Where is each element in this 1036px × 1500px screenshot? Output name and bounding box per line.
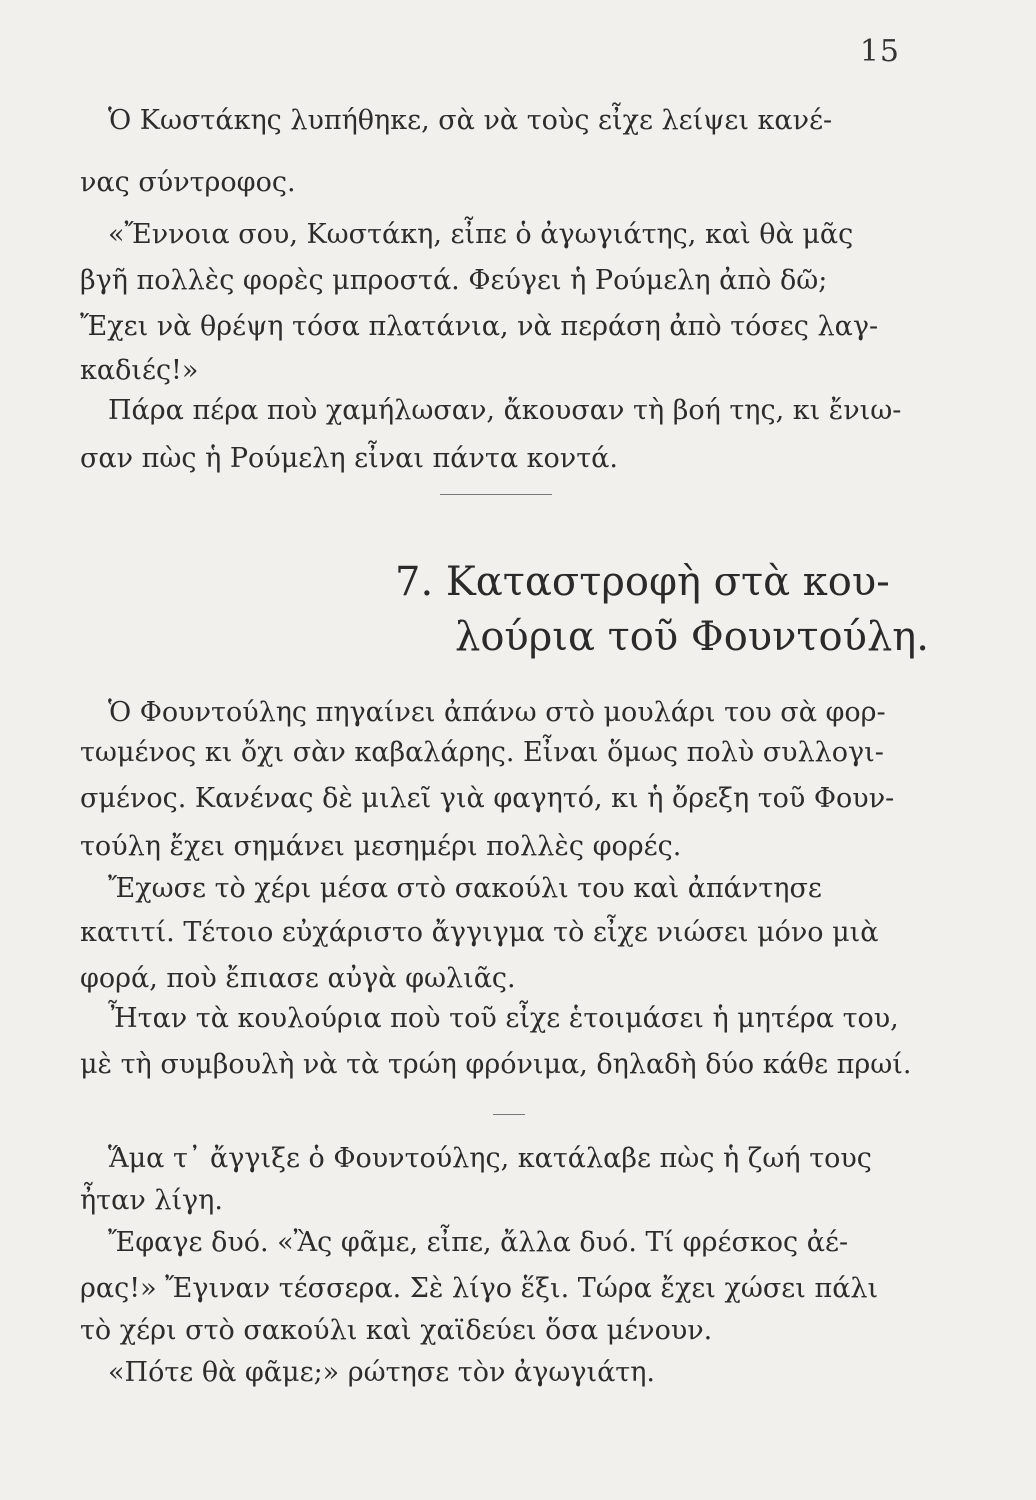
chapter-title-line-1: 7. Καταστροφὴ στὰ κου- <box>395 559 890 605</box>
text-line: Ἔχει νὰ θρέψη τόσα πλατάνια, νὰ περάση ἀπὸ τόσες λαγ- <box>80 311 879 342</box>
text-line: κατιτί. Τέτοιο εὐχάριστο ἄγγιγμα τὸ εἶχε νιώσει μόνο μιὰ <box>80 917 879 948</box>
text-line: μὲ τὴ συμβουλὴ νὰ τὰ τρώη φρόνιμα, δηλαδὴ δύο κάθε πρωί. <box>80 1049 912 1080</box>
text-line: τωμένος κι ὄχι σὰν καβαλάρης. Εἶναι ὅμως πολὺ συλλογι- <box>80 737 884 768</box>
text-line: «Ἔννοια σου, Κωστάκη, εἶπε ὁ ἀγωγιάτης, καὶ θὰ μᾶς <box>108 219 854 250</box>
text-line: σαν πὼς ἡ Ρούμελη εἶναι πάντα κοντά. <box>80 443 618 474</box>
text-line: τούλη ἔχει σημάνει μεσημέρι πολλὲς φορές. <box>80 831 682 862</box>
text-line: Ἅμα τ᾽ ἄγγιξε ὁ Φουντούλης, κατάλαβε πὼς ἡ ζωή τους <box>108 1143 872 1174</box>
text-line: Ἦταν τὰ κουλούρια ποὺ τοῦ εἶχε ἑτοιμάσει ἡ μητέρα του, <box>108 1003 899 1034</box>
text-line: καδιές!» <box>80 355 199 386</box>
text-line: ρας!» Ἔγιναν τέσσερα. Σὲ λίγο ἕξι. Τώρα ἔχει χώσει πάλι <box>80 1273 879 1304</box>
text-line: ἦταν λίγη. <box>80 1185 223 1216</box>
text-line: Ὁ Κωστάκης λυπήθηκε, σὰ νὰ τοὺς εἶχε λείψει κανέ- <box>108 105 833 136</box>
text-line: βγῆ πολλὲς φορὲς μπροστά. Φεύγει ἡ Ρούμελη ἀπὸ δῶ; <box>80 265 828 296</box>
text-line: σμένος. Κανένας δὲ μιλεῖ γιὰ φαγητό, κι ἡ ὄρεξη τοῦ Φουν- <box>80 783 895 814</box>
text-line: Πάρα πέρα ποὺ χαμήλωσαν, ἄκουσαν τὴ βοή της, κι ἔνιω- <box>108 395 902 426</box>
text-line: τὸ χέρι στὸ σακούλι καὶ χαϊδεύει ὅσα μένουν. <box>80 1315 713 1346</box>
section-divider <box>440 494 552 495</box>
text-line: νας σύντροφος. <box>80 167 296 198</box>
short-divider <box>493 1114 525 1115</box>
text-line: Ὁ Φουντούλης πηγαίνει ἀπάνω στὸ μουλάρι του σὰ φορ- <box>108 697 886 728</box>
text-line: Ἔφαγε δυό. «Ἂς φᾶμε, εἶπε, ἄλλα δυό. Τί φρέσκος ἀέ- <box>108 1227 849 1258</box>
text-line: Ἔχωσε τὸ χέρι μέσα στὸ σακούλι του καὶ ἀπάντησε <box>108 873 822 904</box>
text-line: φορά, ποὺ ἔπιασε αὐγὰ φωλιᾶς. <box>80 963 516 994</box>
page-number: 15 <box>859 34 900 69</box>
text-line: «Πότε θὰ φᾶμε;» ρώτησε τὸν ἀγωγιάτη. <box>108 1357 656 1388</box>
chapter-title-line-2: λούρια τοῦ Φουντούλη. <box>455 614 929 660</box>
